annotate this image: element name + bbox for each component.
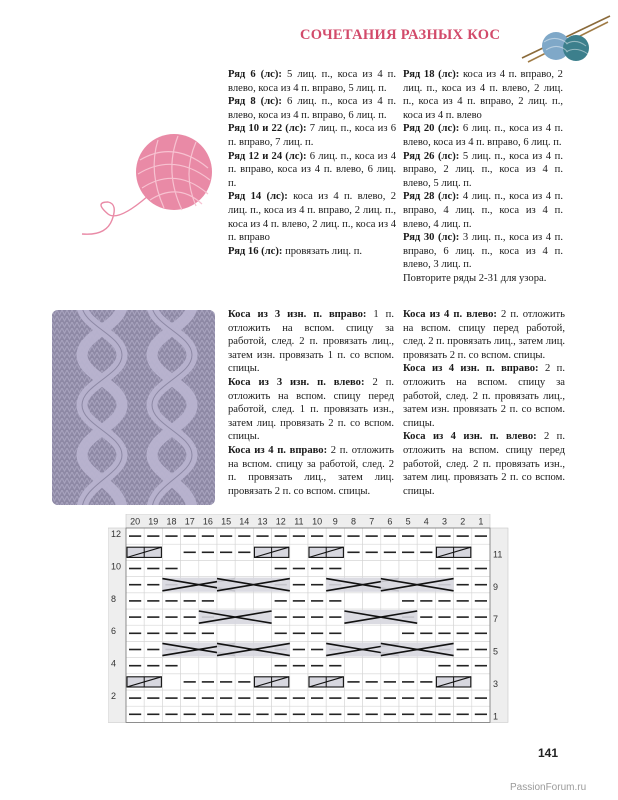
- chart-cell: [381, 658, 399, 674]
- row-instruction: Ряд 30 (лс): 3 лиц. п., коса из 4 п. вправо, 6 лиц. п., коса из 4 п. влево, 3 лиц. п.: [403, 232, 563, 271]
- row-instruction: Ряд 14 (лс): коса из 4 п. влево, 2 лиц. п., коса из 4 п. вправо, 2 лиц. п., коса из 4 п. влево, 2 лиц. п., коса из 4 п. вправо: [228, 191, 396, 244]
- chart-cell: [344, 560, 362, 576]
- cable-definition: Коса из 4 изн. п. вправо: 2 п. отложить на вспом. спицу за работой, след. 2 п. провязать лиц., затем изн. провязать 2 п. со вспом. спицы.: [403, 363, 565, 429]
- chart-cell: [181, 658, 199, 674]
- chart-cell: [217, 658, 235, 674]
- chart-cell: [290, 674, 308, 690]
- chart-cell: [417, 658, 435, 674]
- knitting-chart-grid: [108, 514, 512, 730]
- chart-cell: [253, 658, 271, 674]
- chart-cell: [399, 658, 417, 674]
- row-instruction: Ряд 8 (лс): 6 лиц. п., коса из 4 п. влево, коса из 4 п. вправо, 6 лиц. п.: [228, 96, 396, 121]
- row-instruction: Ряд 28 (лс): 4 лиц. п., коса из 4 п. вправо, 4 лиц. п., коса из 4 п. влево, 4 лиц. п.: [403, 191, 563, 230]
- knitted-swatch-photo: [52, 310, 215, 505]
- knitting-chart: [108, 514, 512, 730]
- chart-cell: [162, 544, 180, 560]
- row-instruction: Ряд 26 (лс): 5 лиц. п., коса из 4 п. вправо, 2 лиц. п., коса из 4 п. влево, 5 лиц. п.: [403, 150, 563, 189]
- column-number: 4: [423, 516, 429, 527]
- column-number: 17: [184, 516, 195, 527]
- row-number: 8: [111, 593, 117, 604]
- chart-cell: [253, 593, 271, 609]
- column-number: 13: [257, 516, 268, 527]
- chart-cell: [217, 560, 235, 576]
- chart-cell: [235, 625, 253, 641]
- column-number: 5: [405, 516, 411, 527]
- row-number: 1: [493, 711, 499, 722]
- column-number: 12: [275, 516, 286, 527]
- row-number: 11: [493, 549, 503, 560]
- row-instruction: Ряд 10 и 22 (лс): 7 лиц. п., коса из 6 п. вправо, 7 лиц. п.: [228, 123, 396, 148]
- column-number: 2: [460, 516, 466, 527]
- cable-definition: Коса из 4 п. влево: 2 п. отложить на вспом. спицу перед работой, след. 2 п. провязать лиц., затем лиц. провязать 2 п. со вспом. спицы.: [403, 309, 566, 361]
- chart-cell: [399, 560, 417, 576]
- column-number: 3: [441, 516, 448, 527]
- column-number: 16: [202, 516, 213, 527]
- row-number: 12: [111, 529, 122, 539]
- row-instruction: Ряд 20 (лс): 6 лиц. п., коса из 4 п. влево, коса из 4 п. вправо, 6 лиц. п.: [403, 123, 563, 148]
- column-number: 8: [350, 516, 357, 527]
- cable-definition: Коса из 3 изн. п. влево: 2 п. отложить на вспом. спицу перед работой, след. 1 п. провязать изн., затем лиц. провязать 2 п. со вспом. спицы.: [228, 376, 395, 443]
- chart-cell: [253, 560, 271, 576]
- chart-cell: [235, 658, 253, 674]
- chart-cell: [472, 674, 490, 690]
- yarn-ball-teal: [563, 35, 589, 61]
- chart-cell: [381, 625, 399, 641]
- row-instruction: Ряд 18 (лс): коса из 4 п. вправо, 2 лиц. п., коса из 4 п. влево, 2 лиц. п., коса из 4 п. вправо, 2 лиц. п., коса из 4 п. влево: [403, 69, 563, 121]
- chart-cell: [235, 593, 253, 609]
- instructions-column-1: [228, 68, 396, 258]
- chart-cell: [344, 593, 362, 609]
- chart-cell: [199, 658, 217, 674]
- yarn-needles-illustration: [518, 8, 612, 66]
- chart-cell: [181, 560, 199, 576]
- column-number: 6: [387, 516, 393, 527]
- column-number: 10: [312, 516, 323, 527]
- column-header-strip: [126, 514, 490, 528]
- cable-definition: Коса из 4 изн. п. влево: 2 п. отложить на вспом. спицу перед работой, след. 2 п. провязать изн., затем лиц. провязать 2 п. со вспом. спицы.: [403, 431, 565, 497]
- cable-definitions-column-1: [228, 308, 394, 498]
- row-number: 6: [111, 626, 117, 637]
- row-number: 7: [493, 614, 499, 625]
- chart-cell: [235, 560, 253, 576]
- instructions-column-2: [403, 68, 563, 286]
- chart-cell: [217, 625, 235, 641]
- page-number: 141: [538, 746, 559, 760]
- chart-cell: [363, 658, 381, 674]
- row-instruction: Ряд 12 и 24 (лс): 6 лиц. п., коса из 4 п. вправо, коса из 4 п. влево, 6 лиц. п.: [228, 150, 396, 189]
- column-number: 18: [166, 516, 177, 527]
- watermark: PassionForum.ru: [510, 782, 587, 793]
- yarn-ball-illustration: [78, 130, 228, 255]
- column-number: 14: [239, 516, 250, 527]
- column-number: 19: [148, 516, 159, 527]
- column-number: 1: [478, 516, 484, 527]
- column-number: 9: [332, 516, 338, 527]
- chart-cell: [363, 625, 381, 641]
- row-instruction: Ряд 16 (лс): провязать лиц. п.: [228, 245, 363, 257]
- chart-cell: [344, 625, 362, 641]
- chart-cell: [162, 674, 180, 690]
- column-number: 15: [221, 516, 232, 527]
- chart-cell: [381, 560, 399, 576]
- chart-cell: [344, 658, 362, 674]
- chart-cell: [417, 560, 435, 576]
- column-number: 11: [294, 516, 304, 527]
- cable-definition: Коса из 4 п. вправо: 2 п. отложить на вспом. спицу за работой, след. 2 п. провязать лиц., затем лиц. провязать 2 п. со вспом. спицы.: [228, 444, 394, 497]
- repeat-note: Повторите ряды 2-31 для узора.: [403, 272, 547, 284]
- column-number: 20: [130, 516, 141, 527]
- cable-definition: Коса из 3 изн. п. вправо: 1 п. отложить на вспом. спицу за работой, след. 2 п. провязать лиц., затем изн. провязать 1 п. со вспом. спицы.: [228, 309, 394, 375]
- cable-definitions-column-2: [403, 308, 565, 498]
- column-number: 7: [369, 516, 375, 527]
- page-title: СОЧЕТАНИЯ РАЗНЫХ КОС: [300, 27, 501, 43]
- chart-cell: [363, 593, 381, 609]
- row-instruction: Ряд 6 (лс): 5 лиц. п., коса из 4 п. влево, коса из 4 п. вправо, 5 лиц. п.: [228, 69, 396, 94]
- chart-cell: [217, 593, 235, 609]
- row-number: 9: [493, 581, 499, 592]
- row-number: 10: [111, 561, 122, 572]
- row-number: 3: [493, 679, 499, 689]
- row-number: 4: [111, 658, 117, 669]
- chart-cell: [199, 560, 217, 576]
- chart-cell: [472, 544, 490, 560]
- row-number: 2: [111, 691, 117, 701]
- chart-cell: [363, 560, 381, 576]
- chart-cell: [290, 544, 308, 560]
- chart-cell: [381, 593, 399, 609]
- chart-cell: [253, 625, 271, 641]
- row-number: 5: [493, 646, 499, 657]
